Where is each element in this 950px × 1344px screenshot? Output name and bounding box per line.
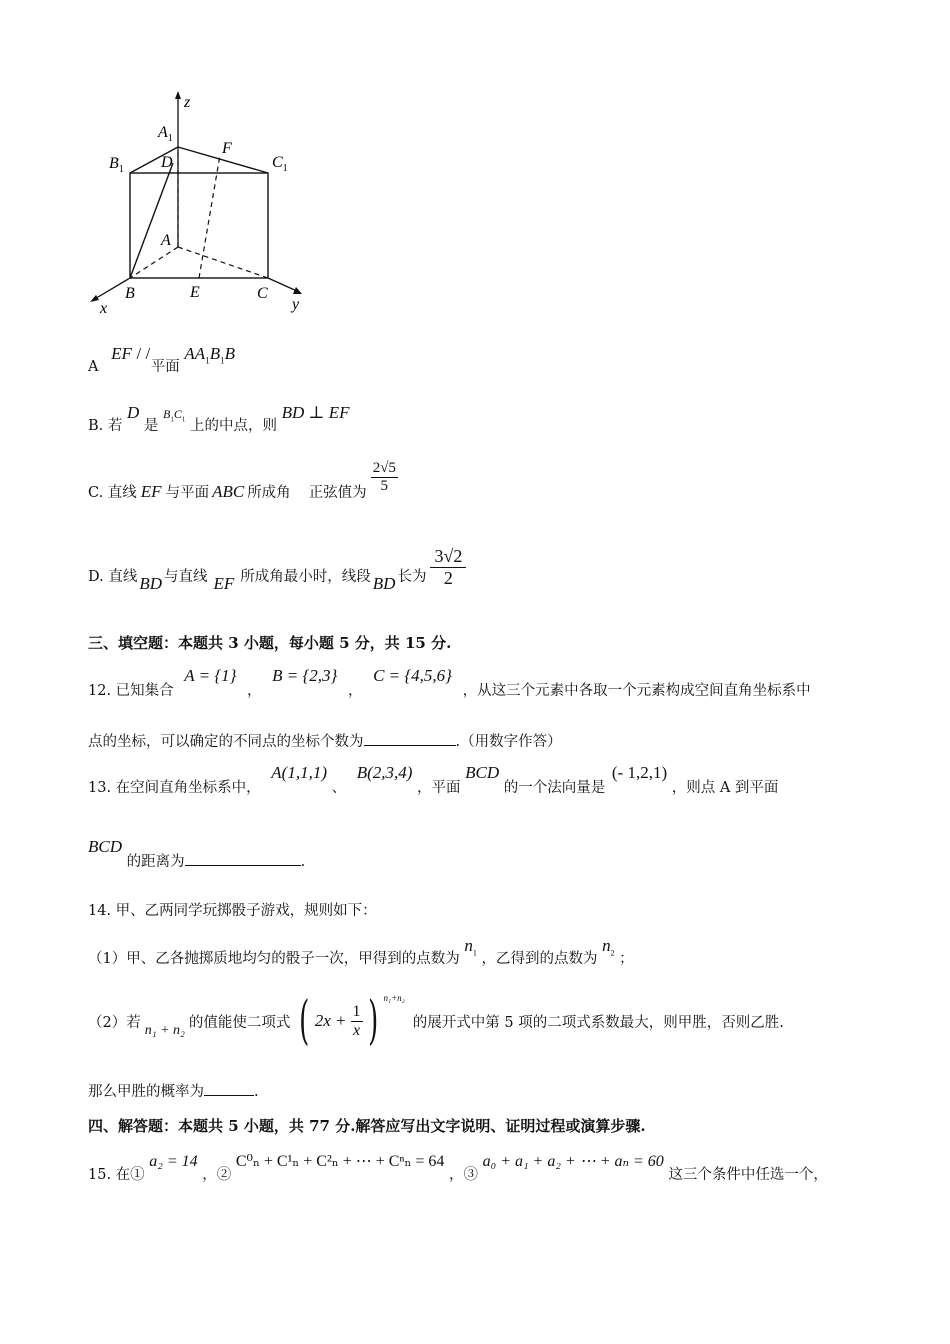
- q13-normal-vector: (- 1,2,1): [611, 763, 668, 782]
- q14-rule2b: 的值能使二项式: [188, 1014, 291, 1031]
- option-d: [88, 546, 466, 593]
- q14-binom-term: 2x +: [314, 1011, 347, 1030]
- option-d-numerator: 3√2: [430, 546, 466, 568]
- q14-binom-fraction: [351, 1003, 363, 1040]
- q13-answer-blank[interactable]: [185, 851, 301, 866]
- q14-lastend: .: [254, 1084, 259, 1100]
- q14-n2: $n_2$: [602, 936, 615, 958]
- q12-rest: ，从这三个元素中各取一个元素构成空间直角坐标系中: [462, 683, 811, 699]
- q14-last: 那么甲胜的概率为: [88, 1084, 204, 1100]
- option-b-expr: BD ⊥ EF: [281, 403, 350, 422]
- option-c-numerator: 2√5: [372, 460, 396, 476]
- option-c-denominator: 5: [380, 478, 389, 494]
- q15-cond2: C⁰ₙ + C¹ₙ + C²ₙ + ⋯ + Cⁿₙ = 64: [235, 1153, 445, 1170]
- q12-num: 12. 已知集合: [88, 683, 174, 699]
- question-15-line1: [88, 1150, 828, 1183]
- q13-line2b: 的距离为: [126, 854, 185, 870]
- q12-set-c: C = {4,5,6}: [373, 666, 452, 685]
- x-arrow: [90, 295, 99, 302]
- option-d-mid3: 长为: [397, 569, 427, 585]
- option-c: [88, 460, 398, 501]
- q14-exponent: n₁+n₂: [383, 993, 405, 1003]
- q15-rest: 这三个条件中任选一个，: [668, 1167, 828, 1183]
- q15-cond1: a₂ = 14: [149, 1153, 198, 1170]
- segment-bd: [130, 163, 173, 278]
- option-c-abc: ABC: [212, 481, 245, 501]
- option-a-parallel: / /: [136, 344, 151, 363]
- q15-cond3: a₀ + a₁ + a₂ + ⋯ + aₙ = 60: [482, 1153, 664, 1170]
- q13-num: 13. 在空间直角坐标系中，: [88, 780, 261, 796]
- front-face: [130, 173, 268, 278]
- q12-set-b: B = {2,3}: [272, 666, 338, 685]
- q14-left-paren: (: [299, 991, 310, 1051]
- q15-num: 15. 在①: [88, 1167, 145, 1183]
- q14-frac-den: x: [352, 1021, 361, 1039]
- label-b: B: [125, 285, 135, 302]
- option-d-lead: D. 直线: [88, 569, 138, 585]
- q14-n1: $n_1$: [464, 936, 477, 958]
- option-a-plane: 平面: [150, 359, 180, 375]
- option-a-plane-name: $AA_1B_1B$: [184, 344, 235, 366]
- label-y: y: [292, 296, 300, 313]
- q12-answer-blank[interactable]: [364, 731, 456, 746]
- q14-right-paren: ): [367, 991, 378, 1051]
- question-12-line1: [88, 665, 811, 699]
- q13-plane-bcd: BCD: [465, 763, 500, 782]
- label-a1: $A_1$: [158, 124, 173, 144]
- label-c: C: [257, 285, 268, 302]
- q12-comma2: ，: [347, 683, 363, 699]
- prism-figure: [85, 85, 315, 320]
- label-b1: $B_1$: [109, 155, 124, 175]
- label-a: A: [161, 232, 171, 249]
- q12-line2a: 点的坐标，可以确定的不同点的坐标个数为: [88, 734, 364, 750]
- option-d-denominator: 2: [443, 568, 453, 588]
- option-d-fraction: [430, 546, 466, 589]
- q13-mid: ，平面: [417, 780, 461, 796]
- label-d: D: [161, 154, 173, 171]
- q15-sep2: ，③: [449, 1167, 479, 1183]
- option-c-mid: 与平面: [165, 485, 210, 501]
- edge-ab: [130, 247, 178, 278]
- q14-rule1b: ，乙得到的点数为: [481, 951, 598, 967]
- q12-line2b: .（用数字作答）: [455, 734, 562, 750]
- option-a-letter: A: [88, 359, 99, 375]
- option-c-mid3: 正弦值为: [308, 485, 367, 501]
- question-13-line2: [88, 836, 306, 870]
- q12-comma1: ，: [247, 683, 262, 699]
- section-4-heading: 四、解答题：本题共 5 小题，共 77 分.解答应写出文字说明、证明过程或演算步骤.: [88, 1117, 646, 1135]
- question-14-intro: 14. 甲、乙两同学玩掷骰子游戏，规则如下：: [88, 903, 377, 919]
- q14-rule2c: 的展开式中第 5 项的二项式系数最大，则甲胜，否则乙胜.: [412, 1014, 784, 1031]
- label-z: z: [184, 94, 191, 111]
- option-b-mid: 上的中点，则: [189, 418, 277, 434]
- option-d-mid: 与直线: [164, 569, 208, 585]
- q13-sep: 、: [331, 780, 347, 796]
- q15-sep1: ，②: [202, 1167, 232, 1183]
- question-14-rule2: [88, 991, 784, 1051]
- q13-point-b: B(2,3,4): [356, 763, 413, 782]
- option-b: [88, 402, 350, 434]
- edge-ac: [178, 247, 268, 278]
- option-d-bd: BD: [139, 573, 162, 593]
- q14-rule1c: ；: [619, 951, 634, 967]
- q14-frac-num: 1: [352, 1002, 361, 1020]
- question-13-line1: [88, 762, 779, 796]
- section-3-heading: 三、填空题：本题共 3 小题，每小题 5 分，共 15 分.: [88, 634, 452, 652]
- label-f: F: [222, 140, 232, 157]
- q13-rest: ，则点 A 到平面: [671, 780, 779, 796]
- q14-sum: n₁ + n₂: [144, 1023, 185, 1038]
- question-14-rule1: [88, 935, 634, 967]
- option-a-ef: EF: [111, 344, 132, 363]
- q14-rule1a: （1）甲、乙各抛掷质地均匀的骰子一次，甲得到的点数为: [88, 951, 460, 967]
- label-x: x: [100, 300, 108, 317]
- option-b-d: D: [126, 403, 140, 422]
- question-14-last: [88, 1080, 259, 1101]
- question-12-line2: [88, 730, 562, 751]
- q13-mid2: 的一个法向量是: [503, 780, 606, 796]
- label-c1: $C_1$: [272, 154, 288, 174]
- q14-binomial: [294, 991, 405, 1051]
- option-d-mid2: 所成角最小时，线段: [240, 569, 371, 585]
- z-arrow: [175, 91, 181, 99]
- q12-set-a: A = {1}: [184, 666, 237, 685]
- y-axis: [268, 278, 299, 292]
- option-a: [88, 343, 235, 375]
- q13-line2c: .: [300, 854, 306, 870]
- option-c-mid2: 所成角: [247, 485, 291, 501]
- option-b-is: 是: [143, 418, 159, 434]
- q14-rule2a: （2）若: [88, 1014, 141, 1031]
- option-c-lead: C. 直线: [88, 485, 137, 501]
- option-d-bd2: BD: [372, 573, 396, 593]
- option-c-ef: EF: [140, 481, 162, 501]
- option-b-lead: B. 若: [88, 418, 123, 434]
- q13-bcd-line2: BCD: [88, 837, 122, 856]
- option-d-ef: EF: [213, 573, 235, 593]
- q13-point-a: A(1,1,1): [271, 763, 327, 782]
- q14-answer-blank[interactable]: [204, 1081, 254, 1096]
- option-c-fraction: [371, 460, 398, 495]
- option-b-segment: $B_1C_1$: [162, 407, 186, 424]
- label-e: E: [190, 284, 200, 301]
